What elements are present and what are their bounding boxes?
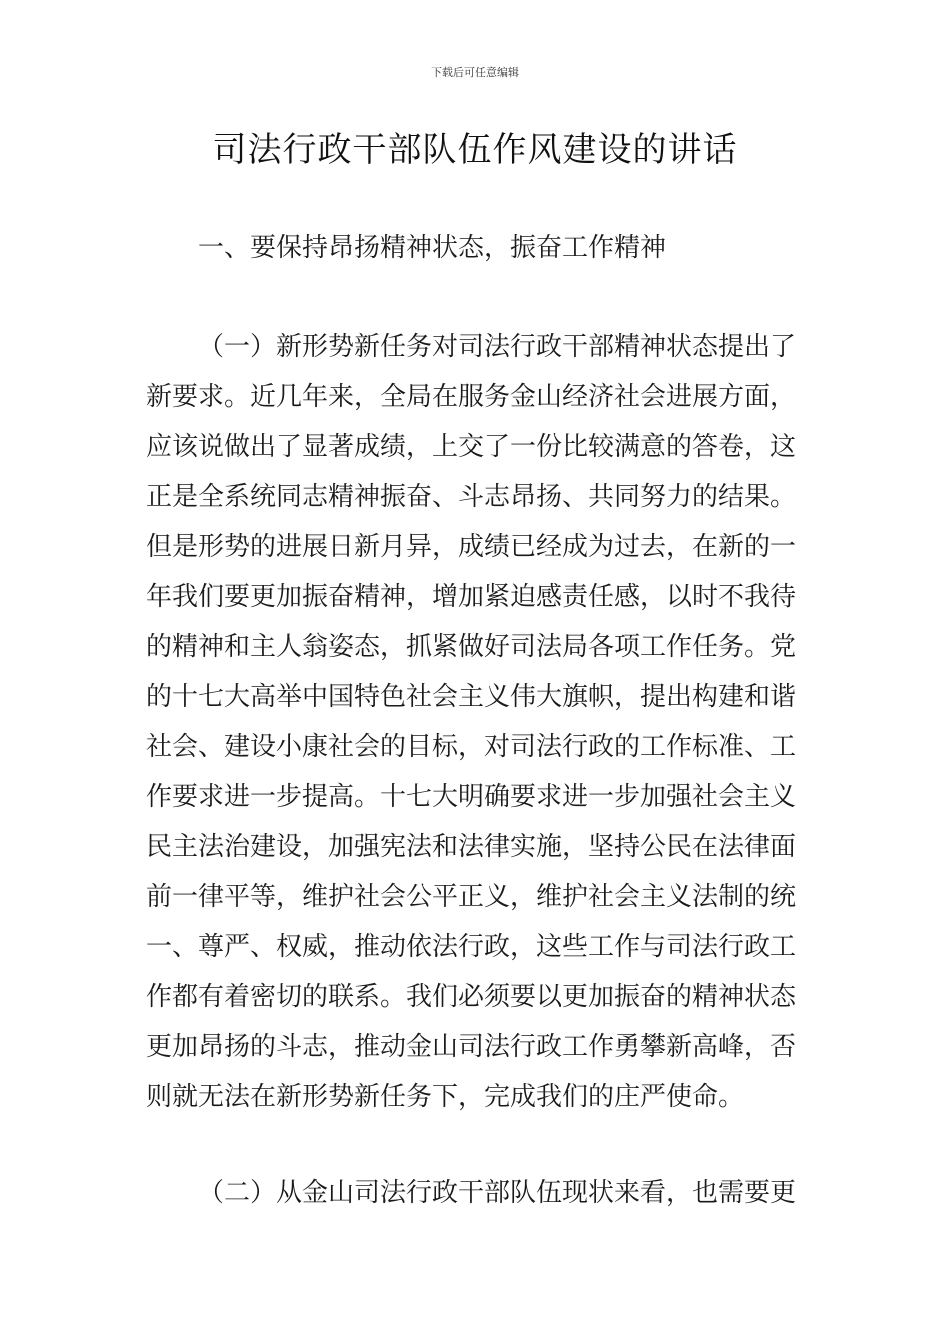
paragraph-line: 应该说做出了显著成绩，上交了一份比较满意的答卷，这	[146, 432, 797, 462]
paragraph-1	[146, 322, 806, 1122]
paragraph-line: 正是全系统同志精神振奋、斗志昂扬、共同努力的结果。	[146, 482, 797, 512]
document-title: 司法行政干部队伍作风建设的讲话	[212, 130, 738, 170]
paragraph-line: 民主法治建设，加强宪法和法律实施，坚持公民在法律面	[146, 832, 797, 862]
paragraph-line: 一、尊严、权威，推动依法行政，这些工作与司法行政工	[146, 932, 797, 962]
paragraph-line: 更加昂扬的斗志，推动金山司法行政工作勇攀新高峰，否	[146, 1032, 797, 1062]
paragraph-line: 新要求。近几年来，全局在服务金山经济社会进展方面，	[146, 382, 797, 412]
section-heading: 一、要保持昂扬精神状态，振奋工作精神	[198, 233, 667, 263]
paragraph-line: 作要求进一步提高。十七大明确要求进一步加强社会主义	[146, 782, 797, 812]
paragraph-line: 作都有着密切的联系。我们必须要以更加振奋的精神状态	[146, 982, 797, 1012]
paragraph-2	[146, 1168, 806, 1218]
paragraph-line: （二）从金山司法行政干部队伍现状来看，也需要更	[198, 1178, 797, 1208]
paragraph-line: 的精神和主人翁姿态，抓紧做好司法局各项工作任务。党	[146, 632, 797, 662]
paragraph-line: （一）新形势新任务对司法行政干部精神状态提出了	[198, 332, 797, 362]
paragraph-line: 社会、建设小康社会的目标，对司法行政的工作标准、工	[146, 732, 797, 762]
paragraph-line: 但是形势的进展日新月异，成绩已经成为过去，在新的一	[146, 532, 797, 562]
paragraph-line: 前一律平等，维护社会公平正义，维护社会主义法制的统	[146, 882, 797, 912]
paragraph-line: 则就无法在新形势新任务下，完成我们的庄严使命。	[146, 1082, 745, 1112]
paragraph-line: 年我们要更加振奋精神，增加紧迫感责任感，以时不我待	[146, 582, 797, 612]
header-note: 下载后可任意编辑	[431, 66, 519, 79]
paragraph-line: 的十七大高举中国特色社会主义伟大旗帜，提出构建和谐	[146, 682, 797, 712]
